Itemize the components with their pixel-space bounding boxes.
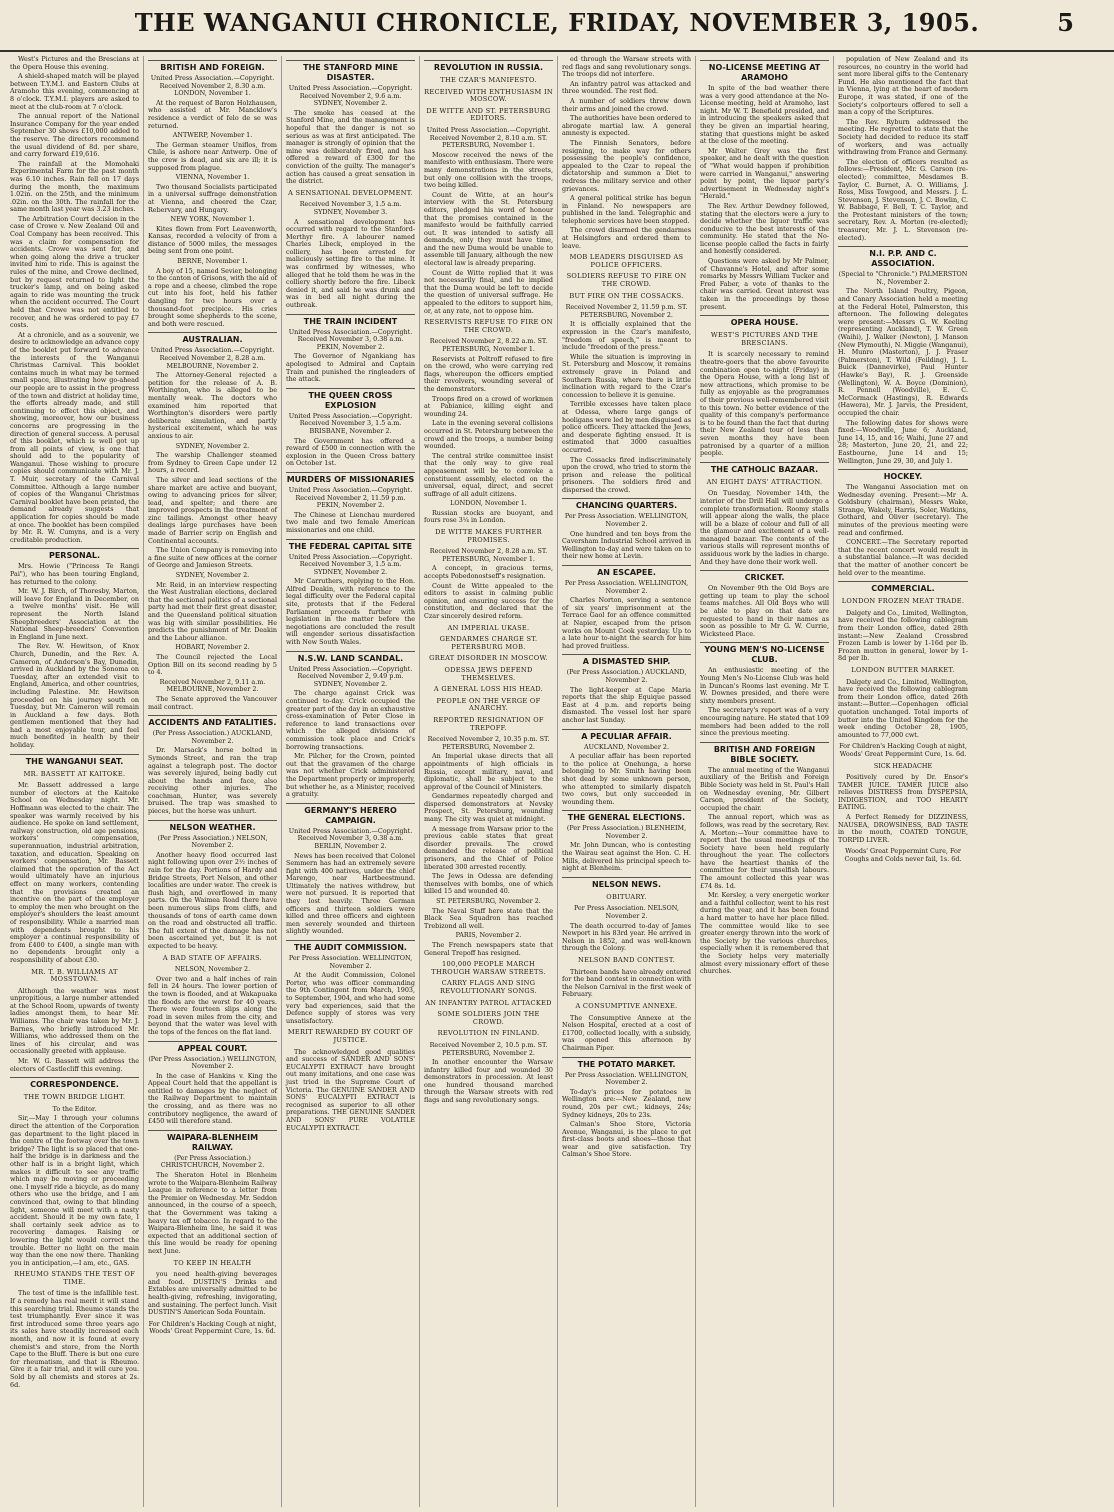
article-paragraph: Although the weather was most unpropitious, a large number attended at the School Room, upwards of twenty ladies amongst them, to hear Mr. Williams. The chair was taken by Mr. J. Barnes, who briefly introduced Mr. Williams, who addressed them on the lines of his circular, and was occasionally greeted with applause. [10, 986, 139, 1056]
advertisement: For Children's Hacking Cough at night, Woods' Great Peppermint Cure, 1s. 6d. [839, 742, 967, 758]
article-paragraph: The Cossacks fired indiscriminately upon the crowd, who tried to storm the prison and release the political prisoners. The soldiers fired and dispersed the crowd. [562, 455, 691, 494]
article-paragraph: To-day's prices for potatoes in Wellington are:—New Zealand, new round, 20s per cwt.; kidneys, 24s; Sydney kidneys, 20s to 23s. [562, 1087, 691, 1119]
newspaper-title: THE WANGANUI CHRONICLE, FRIDAY, NOVEMBER 3, 1905. [134, 8, 980, 37]
article-paragraph: Mr Carruthers, replying to the Hon. Alfred Deakin, with reference to the legal difficulty over the Federal capital site, protests that if the Federal Parliament proceeds further with legislation in the matter before the negotiations are concluded the result will engender serious dissatisfaction with New South Wales. [286, 577, 415, 647]
article-paragraph: Troops fired on a crowd of workmen at Pabianice, killing eight and wounding 24. [424, 394, 553, 418]
dateline: United Press Association.—Copyright. Received November 2, 9.6 a.m. SYDNEY, November 2. [288, 84, 413, 108]
dateline: United Press Association.—Copyright. Received November 2, 8.30 a.m. LONDON, November 1. [150, 74, 275, 98]
article-paragraph: you need health-giving beverages and food. DUSTIN'S Drinks and Extables are universally admitted to be health-giving, refreshing, invigorating, and sustaining. The perfect lunch. Visit DUSTIN'S American Soda Fountain. [148, 1270, 277, 1317]
section-heading: MURDERS OF MISSIONARIES [286, 472, 415, 485]
article-paragraph: The crowd disarmed the gendarmes at Helsingfors and ordered them to leave. [562, 226, 691, 250]
article-paragraph: The Government has offered a reward of £500 in connection with the explosion in the Queen Cross battery on October 1st. [286, 436, 415, 468]
dateline: (Special to "Chronicle.") PALMERSTON N., November 2. [838, 270, 968, 286]
article-paragraph: A general political strike has begun in Finland. No newspapers are published in the land. Telegraphic and telephonic services have been stopped. [562, 194, 691, 225]
article-paragraph: Positively cured by Dr. Ensor's TAMER JUICE. TAMER JUICE also relieves DISTRESS from DYSPEPSIA, INDIGESTION, and TOO HEARTY EATING. [838, 773, 968, 812]
subheading: NELSON BAND CONTEST. [578, 956, 675, 964]
subheading: PEOPLE ON THE VERGE OF ANARCHY. [436, 696, 541, 713]
subheading: SOME SOLDIERS JOIN THE CROWD. [437, 1010, 540, 1026]
article-paragraph: The Wanganui Association met on Wednesday evening. Present:—Mr A. Goldsbury (chairman), Messrs Wake, Strange, Wakely, Harris, Soler, Watkins, Gothard, and Oliver (secretary). The minutes of the previous meeting were read and confirmed. [838, 483, 968, 537]
section-heading: NO-LICENSE MEETING AT ARAMOHO [700, 60, 829, 83]
dateline: SYDNEY, November 2. [175, 571, 250, 580]
article-paragraph: At the Audit Commission, Colonel Porter, who was officer commanding the 9th Contingent from March, 1903, to September, 1904, and who had some very bad experiences, said that the Defence supply of stores was very unsatisfactory. [286, 971, 415, 1025]
article-paragraph: The French newspapers state that General Trepoff has resigned. [424, 940, 553, 957]
article-paragraph: The central strike committee insist that the only way to give real appeasement will be to convoke a constituent assembly, elected on the universal, equal, direct, and secret suffrage of all adult citizens. [424, 451, 553, 498]
subheading: AN IMPERIAL UKASE. [447, 623, 530, 632]
subheading: REVOLUTION IN FINLAND. [437, 1029, 540, 1038]
article-paragraph: Count de Witte, at an hour's interview with the St. Petersburg editors, pledged his word of honour that the promises contained in the manifesto would be faithfully carried out. It was intended to satisfy all demands, only they must have time, and the new Duma would be unable to assemble till January, although the new electoral law is already preparing. [424, 190, 553, 268]
subheading: A CONSUMPTIVE ANNEXE. [575, 1001, 678, 1010]
article-paragraph: A boy of 15, named Sevier, belonging to the canton of Grisons, with the aid of a rope and a cheese, climbed the rope cut into his foot, held his father dangling for two hours over a thousand-foot precipice. His cries brought some shepherds to the scene, and both were rescued. [148, 266, 277, 328]
section-heading: HOCKEY. [838, 469, 968, 482]
article-paragraph: The Union Company is removing into a fine suite of new offices at the corner of George and Jamieson Streets. [148, 546, 277, 570]
column-7 [834, 56, 972, 1507]
section-heading: THE CATHOLIC BAZAAR. [700, 462, 829, 475]
section-heading: THE POTATO MARKET. [562, 1057, 691, 1070]
section-heading: ACCIDENTS AND FATALITIES. [148, 715, 277, 728]
section-heading: THE TRAIN INCIDENT [286, 314, 415, 327]
article-paragraph: Two thousand Socialists participated in a universal suffrage demonstration at Vienna, and cheered the Czar, Rebervary, and Hungary. [148, 182, 277, 214]
dateline: Per Press Association. WELLINGTON, November 2. [564, 579, 689, 595]
article-paragraph: Thirteen bands have already entered for the band contest in connection with the Nelson Carnival in the first week of February. [562, 967, 691, 999]
advertisement: Woods' Great Peppermint Cure, For Coughs and Colds never fail, 1s. 6d. [844, 847, 962, 864]
dateline: Per Press Association. NELSON, November 2. [573, 904, 680, 921]
subheading: MOB LEADERS DISGUISED AS POLICE OFFICERS. [569, 253, 684, 269]
dateline: United Press Association.—Copyright. Received November 3, 0.38 a.m. BERLIN, November 2. [288, 826, 413, 850]
dateline: LONDON, November 1. [450, 499, 527, 508]
subheading: LONDON BUTTER MARKET. [851, 665, 955, 674]
article-paragraph: A Perfect Remedy for DIZZINESS, NAUSEA, DROWSINESS, BAD TASTE in the mouth, COATED TONGUE, TORPID LIVER. [838, 813, 968, 844]
dateline: NELSON, November 2. [174, 965, 251, 974]
article-paragraph: The Chinese at Lienchau murdered two male and two female American missionaries and one child. [286, 510, 415, 534]
dateline: Per Press Association. WELLINGTON, November 2. [288, 954, 413, 970]
article-paragraph: The Naval Staff here state that the Black Sea Squadron has reached Trebizond all well. [424, 906, 553, 930]
dateline: Received November 2, 10.5 p.m. ST. PETERSBURG, November 2. [429, 1040, 548, 1057]
section-heading: WAIPARA-BLENHEIM RAILWAY. [148, 1130, 277, 1153]
column-5 [558, 56, 696, 1507]
article-paragraph: The Finnish Senators, before resigning, to make way for others possessing the people's confidence, appealed to the Czar to repeal the dictatorship and summon a Diet to redress the military service and other grievances. [562, 138, 691, 193]
article-paragraph: The Council rejected the Local Option Bill on its second reading by 5 to 4. [148, 652, 277, 677]
dateline: VIENNA, November 1. [175, 173, 250, 182]
article-paragraph: Questions were asked by Mr Palmer, of Chavanne's Hotel, and after some remarks by Messrs William Tucker and Fred Faber, a vote of thanks to the chair was carried. Great interest was taken in the proceedings by those present. [700, 257, 829, 311]
article-paragraph: The election of officers resulted as follows:—President, Mr. G. Carson (re-elected); committee, Mesdames B. Taylor, C. Burnet, A. O. Williams, J. Ross, Miss Towgood, and Messrs. J. L. Stevenson, J. Stevenson, J. C. Bowlin, C. W. Babbage, F. Bell, T. C. Taylor, and the Protestant ministers of the town; secretary, Rev. A. Morton (re-elected); treasurer, Mr. J. L. Stevenson (re-elected). [838, 157, 968, 242]
section-heading: THE GENERAL ELECTIONS. [562, 810, 691, 823]
article-paragraph: Charles Norton, serving a sentence of six years' imprisonment at the Terrace Gaol for an offence committed at Napier, escaped from the prison works on Mount Cook yesterday. Up to a late hour to-night the search for him had proved fruitless. [562, 596, 691, 650]
page-number: 5 [1057, 8, 1074, 37]
article-paragraph: A sensational development has occurred with regard to the Stanford-Merthyr fire. A labourer named Charles Libeck, employed in the colliery, has been arrested for maliciously setting fire to the mine. It was confirmed by witnesses, who alleged that he told them he was in the colliery shortly before the fire. Libeck denied it, and said he was drunk and was in bed all night during the outbreak. [286, 217, 415, 310]
article-paragraph: Mr. Reid, in an interview respecting the West Australian elections, declared that the sectional politics of a sectional party had met their first great disaster, and the Queensland political situation was big with similar possibilities. He predicts the punishment of Mr. Deakin and the Labour alliance. [148, 580, 277, 642]
article-paragraph: On November 9th the Old Boys are getting up team to play the school teams matches. All Old Boys who will be able to play on that date are requested to hand in their names as soon as possible to Mr G. W. Currie, Wicksteed Place. [700, 584, 829, 638]
article-paragraph: Terrible excesses have taken place at Odessa, where large gangs of hooligans were led by men disguised as police officers. They attacked the Jews, and desperate fighting ensued. It is estimated that 3000 casualties occurred. [562, 400, 691, 454]
section-heading: CORRESPONDENCE. [10, 1077, 139, 1090]
article-paragraph: Moscow received the news of the manifesto with enthusiasm. There were many demonstrations in the streets, but only one collision with the troops, two being killed. [424, 150, 553, 190]
article-paragraph: Mr. Bassett addressed a large number of electors at the Kaitoke School on Wednesday night. Mr. Hoffmann was elected to the chair. The speaker was warmly received by his audience. He spoke on land settlement, railway construction, old age pensions, workers' compensation, superannuation, industrial arbitration, taxation, and education. Speaking on workers' compensation, Mr. Bassett claimed that the operation of the Act would ultimately have an injurious effect on many workers, contending that the provisions created an incentive on the part of the employer to employ the men who brought on the employer's shoulders the least amount of responsibility. While a married man with dependents brought to his employer a continual responsibility of from £400 to £400, a single man with no dependents brought only a responsibility of about £30. [10, 781, 139, 964]
article-paragraph: An enthusiastic meeting of the Young Men's No-License Club was held in Duncan's Rooms last evening. Mr T. W. Downes presided, and there were sixty members present. [700, 666, 829, 705]
section-heading: BRITISH AND FOREIGN BIBLE SOCIETY. [700, 742, 829, 765]
article-paragraph: ed through the Warsaw streets with red flags and sang revolutionary songs. The troops did not interfere. [562, 56, 691, 79]
section-heading: THE FEDERAL CAPITAL SITE [286, 539, 415, 552]
article-paragraph: One hundred and ten boys from the Caversham Industrial School arrived in Wellington to-day and were taken on to their new home at Levin. [562, 529, 691, 561]
section-heading: GERMANY'S HERERO CAMPAIGN. [286, 803, 415, 826]
subheading: A GENERAL LOSS HIS HEAD. [433, 685, 544, 694]
subheading: A SENSATIONAL DEVELOPMENT. [288, 188, 413, 197]
dateline: Received November 2, 9.11 a.m. MELBOURNE, November 2. [159, 677, 266, 694]
article-paragraph: Mr. W. J. Birch, of Thoresby, Marton, will leave for England in December, on a twelve months' visit. He will represent the North Island Sheepbreeders' Association at the National Sheep-breeders' Convention in England in June next. [10, 587, 139, 641]
article-paragraph: The Rev. Ryburn addressed the meeting. He regretted to state that the Society had decided to reduce its staff of workers, and was actually withdrawing from France and Germany. [838, 117, 968, 157]
section-heading: OPERA HOUSE. [700, 315, 829, 328]
article-paragraph: At the request of Baron Holzhausen, who assisted at Mr. Mancklow's residence a verdict of felo de se was returned. [148, 98, 277, 130]
section-heading: REVOLUTION IN RUSSIA. [424, 60, 553, 73]
article-paragraph: A number of soldiers threw down their arms and joined the crowd. [562, 96, 691, 113]
article-paragraph: A peculiar affair has been reported to the police at Onehunga, a horse belonging to Mr. Smith having been shot dead by some unknown person, who attempted to similarly dispatch two cows, but only succeeded in wounding them. [562, 752, 691, 806]
article-paragraph: At a chronicle, and as a souvenir, we desire to acknowledge an advance copy of the booklet put forward to advance the interests of the Wanganui Christmas Carnival. This booklet contains much in what may be termed small space, illustrating how go-ahead our people are to assist in the progress of the town and district at holiday time, the efforts already made, and still continuing to effect this object, and showing, moreover, how our business concerns are progressing in the direction of general success. A perusal of this booklet, which is well got up from all points of view, is one that should add to the popularity of Wanganui. Those wishing to procure copies should communicate with Mr. J. T. Muir, secretary of the Carnival Committee. Although a large number of copies of the Wanganui Christmas Carnival booklet have been printed, the demand already suggests that application for copies should be made at once. The booklet has been compiled by Mr. R. W. Cumyns, and is a very creditable production. [10, 330, 139, 544]
section-heading: A DISMASTED SHIP. [562, 654, 691, 667]
article-paragraph: Mr. John Duncan, who is contesting the Wairau seat against the Hon. C. H. Mills, delivered his principal speech to-night at Blenheim. [562, 841, 691, 873]
article-paragraph: The silver and lead sections of the share market are active and buoyant, owing to advancing prices for silver, lead, and spelter; and there are improved prospects in the treatment of zinc tailings. Amongst other heavy dealings large purchases have been made of Barrier scrip on English and Continental accounts. [148, 475, 277, 545]
section-heading: NELSON NEWS. [562, 877, 691, 890]
article-paragraph: The Rev. Arthur Dewdney followed, stating that the electors were a jury to decide whether the liquor traffic was conducive to the best interests of the community. He stated that the No-license people called the facts in fairly and honestly considered. [700, 201, 829, 256]
article-paragraph: The Consumptive Annexe at the Nelson Hospital, erected at a cost of £1700, collected locally, with a subsidy, was opened this afternoon by Chairman Piper. [562, 1013, 691, 1052]
article-paragraph: While the situation is improving in St. Petersburg and Moscow, it remains extremely grave in Poland and Southern Russia, where there is little inclination with regard to the Czar's concession to believe it is genuine. [562, 352, 691, 399]
column-4 [420, 56, 558, 1507]
subheading: TO KEEP IN HEALTH [173, 1258, 252, 1267]
column-3 [282, 56, 420, 1507]
article-paragraph: Russian stocks are buoyant, and fours rose 3¼ in London. [424, 508, 553, 525]
section-heading: A PECULIAR AFFAIR. [562, 729, 691, 742]
article-paragraph: The acknowledged good qualities and success of SANDER AND SONS' EUCALYPTI EXTRACT have brought out many imitations, and one case was just tried in the Supreme Court of Victoria. The GENUINE SANDER AND SONS' EUCALYPTI EXTRACT is recognised as superior to all other preparations. THE GENUINE SANDER AND SONS' PURE VOLATILE EUCALYPTI EXTRACT. [286, 1047, 415, 1132]
subheading: GREAT DISORDER IN MOSCOW. [429, 654, 548, 663]
section-heading: THE WANGANUI SEAT. [10, 754, 139, 767]
newspaper-columns [0, 52, 1114, 1507]
section-heading: THE STANFORD MINE DISASTER. [286, 60, 415, 83]
dateline: AUCKLAND, November 2. [583, 742, 670, 751]
dateline: United Press Association.—Copyright. Received November 2, 8.28 a.m. MELBOURNE, November 2. [150, 346, 275, 370]
article-paragraph: Count de Witte replied that it was not necessarily final, and he implied that the Duma would be left to decide the question of universal suffrage. He appealed to the editors to support him, or, at any rate, not to oppose him. [424, 268, 553, 315]
subheading: AN INFANTRY PATROL ATTACKED [425, 998, 552, 1007]
article-paragraph: The Jews in Odessa are defending themselves with bombs, one of which killed 15 and wounded 40. [424, 872, 553, 896]
article-paragraph: The Rev. W. Hewitson, of Knox Church, Dunedin, and the Rev. A. Cameron, of Anderson's Bay, Dunedin, arrived in Auckland by the Sonoma on Tuesday, after an extended visit to England, America, and other countries, including Palestine. Mr. Hewitson proceeded on his journey south on Tuesday, but Mr. Cameron will remain in Auckland a few days. Both gentlemen mentioned that they had had a most enjoyable tour, and feel much benefited in health by their holiday. [10, 642, 139, 750]
section-heading: THE AUDIT COMMISSION. [286, 940, 415, 953]
section-heading: THE QUEEN CROSS EXPLOSION [286, 388, 415, 411]
article-paragraph: Calman's Shoe Store, Victoria Avenue, Wanganui, is the place to get first-class boots and shoes—those that wear and give satisfaction. Try Calman's Shoe Store. [562, 1120, 691, 1159]
article-paragraph: In another encounter the Warsaw infantry killed four and wounded 30 demonstrators in procession. At least one hundred thousand marched through the Warsaw streets with red flags and sang revolutionary songs. [424, 1058, 553, 1105]
column-6 [696, 56, 834, 1507]
article-paragraph: A shield-shaped match will be played between T.Y.M.I. and Eastern Clubs at Aramoho this evening, commencing at 8 o'clock. T.Y.M.I. players are asked to meet at the club-room at 7 o'clock. [10, 72, 139, 111]
article-paragraph: The Attorney-General rejected a petition for the release of A. B. Worthington, who is alleged to be mentally weak. The doctors who examined him reported that Worthington's disorders were partly deliberate simulation, and partly hysterical excitement, which he was anxious to air. [148, 371, 277, 440]
dateline: ANTWERP, November 1. [172, 131, 253, 140]
dateline: Received November 3, 1.5 a.m. SYDNEY, November 3. [299, 200, 402, 216]
article-paragraph: Dalgety and Co., Limited, Wellington, have received the following cablegram from their London office, dated 28th instant:—New Zealand Crossbred Frozen Lamb is lower by 1-16d per lb. Frozen mutton in general, lower by 1-8d per lb. [838, 608, 968, 663]
subheading: ODESSA JEWS DEFEND THEMSELVES. [444, 665, 533, 682]
subheading: RESERVISTS REFUSE TO FIRE ON THE CROWD. [424, 318, 553, 334]
article-paragraph: In spite of the bad weather there was a very good attendance at the No-License meeting, held at Aramoho, last night. Mr W. T. Benefield presided, and in introducing the speakers asked that they be given an impartial hearing, stating that questions might be asked at the close of the meeting. [700, 84, 829, 146]
subheading: OBITUARY. [606, 892, 647, 901]
article-paragraph: In the case of Hankins v. King the Appeal Court held that the appellant is entitled to damages by the neglect of the Railway Department to maintain the crossing, and as there was no contributory negligence, the award of £450 will therefore stand. [148, 1071, 277, 1126]
subheading: RECEIVED WITH ENTHUSIASM IN MOSCOW. [424, 87, 553, 104]
article-paragraph: The authorities have been ordered to abrogate martial law. A general amnesty is expected. [562, 114, 691, 138]
article-paragraph: The German steamer Uniflos, from Chile, is ashore near Antwerp. One of the crew is dead, and six are ill; it is supposed from plague. [148, 140, 277, 172]
section-heading: AN ESCAPEE. [562, 565, 691, 578]
article-paragraph: On Tuesday, November 14th, the interior of the Drill Hall will undergo a complete transformation. Roomy stalls will appear along the walls, the place will be a blaze of colour and full of all the glamour and excitement of a well-managed bazaar. The contents of the various stalls will represent months of assiduous work by the ladies in charge. And they have done their work well. [700, 489, 829, 566]
article-paragraph: The Governor of Ngankiang has apologised to Admiral and Captain Train and punished the ringleaders of the attack. [286, 352, 415, 384]
dateline: (Per Press Association.) BLENHEIM, November 2. [566, 824, 687, 840]
article-paragraph: Mr Walter Grey was the first speaker, and he dealt with the question of "What would happen if prohibition were carried in Wanganui," answering point by point, the liquor party's advertisement in Wednesday night's "Herald." [700, 146, 829, 201]
article-paragraph: The Sheraton Hotel in Blenheim wrote to the Waipara-Blenheim Railway League in reference to a letter from the Premier on Wednesday. Mr. Seddon announced, in the course of a speech, that the Government was taking a heavy tax off tobacco. In regard to the Waipara-Blenheim line, he said it was expected that an additional section of this line would be ready for opening next June. [148, 1171, 277, 1255]
article-paragraph: A message from Warsaw prior to the previous cable states that great disorder prevails. The crowd demanded the release of political prisoners, and the Chief of Police liberated 300 arrested recently. [424, 824, 553, 871]
article-paragraph: News has been received that Colonel Semmern has had an extremely severe fight with 400 natives, under the chief Marengo, near Hartbeestmund. Ultimately the natives withdrew, but were not pursued. It is reported that they lost heavily. Three German officers and thirteen soldiers were killed and three officers and eighteen men severely wounded and thirteen slightly wounded. [286, 851, 415, 936]
dateline: United Press Association.—Copyright. Received November 3, 1.5 a.m. SYDNEY, November 2. [288, 552, 413, 576]
article-paragraph: The annual meeting of the Wanganui auxiliary of the British and Foreign Bible Society was held in St. Paul's Hall on Wednesday evening, Mr. Gilbert Carson, president of the Society, occupied the chair. [700, 765, 829, 812]
article-paragraph: The death occurred to-day of James Newport in his 83rd year. He arrived in Nelson in 1852, and was well-known through the Colony. [562, 921, 691, 953]
article-paragraph: The secretary's report was of a very encouraging nature. He stated that 109 members had been added to the roll since the previous meeting. [700, 706, 829, 738]
article-paragraph: West's Pictures and the Brescians at the Opera House this evening. [10, 56, 139, 71]
article-paragraph: The light-keeper at Cape Maria reports that the ship Equique passed East at 4 p.m. and reports being dismasted. The vessel lost her spare anchor last Sunday. [562, 685, 691, 724]
article-paragraph: Over two and a half inches of rain fell in 24 hours. The lower portion of the town is flooded, and at Wakapuaka the floods are the worst for 40 years. There were fourteen slips along the road in seven miles from the city, and beyond that the water was level with the tops of the fences on the flat land. [148, 974, 277, 1036]
section-heading: CHANCING QUARTERS. [562, 498, 691, 511]
article-paragraph: A concept, in gracious terms, accepts Pobedonostseff's resignation. [424, 564, 553, 581]
subheading: SOLDIERS REFUSE TO FIRE ON THE CROWD. [566, 272, 687, 289]
subheading: AN EIGHT DAYS' ATTRACTION. [706, 477, 823, 486]
article-paragraph: The Senate approved the Vancouver mail contract. [148, 694, 277, 711]
advertisement: SICK HEADACHE [873, 761, 933, 770]
section-heading: NELSON WEATHER. [148, 820, 277, 833]
article-paragraph: It is scarcely necessary to remind theatre-goers that the above favourite combination open to-night (Friday) in the Opera House, with a long list of new attractions, which promise to be fully as enjoyable as the programmes of their previous well-remembered visit to this town. No better evidence of the quality of this company's performance is to be found than the fact that during their New Zealand tour of less than seven months they have been patronised by a quarter of a million people. [700, 350, 829, 458]
dateline: United Press Association.—Copyright. Received November 3, 1.5 a.m. BRISBANE, November 2. [288, 411, 413, 435]
subheading: THE TOWN BRIDGE LIGHT. [23, 1093, 126, 1102]
article-paragraph: The test of time is the infallible test. If a remedy has real merit it will stand this searching trial. Rheumo stands the test triumphantly. Ever since it was first introduced some three years ago its sales have steadily increased each month, and now it is found at every chemist's and store, from the North Cape to the Bluff. There is but one cure for rheumatism, and that is Rheumo. Give it a fair trial, and it will cure you. Sold by all chemists and stores at 2s. 6d. [10, 1289, 139, 1389]
article-paragraph: The Arbitration Court decision in the case of Crowe v. New Zealand Oil and Coal Company has been received. This was a claim for compensation for accidents. Crowe was sent for, and when going along the drive a trucker invited him to ride. This is against the rules of the mine, and Crowe declined, but by request returned to light the trucker's lamp, and on being asked again to ride was mounting the truck when the accident occurred. The Court held that Crowe was not entitled to recover, and he was ordered to pay £7 costs. [10, 214, 139, 330]
article-paragraph: Mr. W. G. Bassett will address the electors of Castlecliff this evening. [10, 1057, 139, 1073]
dateline: To the Editor. [52, 1104, 97, 1113]
dateline: (Per Press Association.) AUCKLAND, November 2. [566, 668, 687, 684]
article-paragraph: Dalgety and Co., Limited, Wellington, have received the following cablegram from their London office, dated 26th instant:—Butter.—Copenhagen official quotation unchanged. Total imports of butter into the United Kingdom for the week ending October 28, 1905, amounted to 77,000 cwt. [838, 677, 968, 739]
section-heading: YOUNG MEN'S NO-LICENSE CLUB. [700, 642, 829, 665]
article-paragraph: The annual report, which was as follows, was read by the secretary, Rev. A. Morton:—Your committee have to report that the usual meetings of the Society have been held regularly throughout the year. The collectors have the heartiest thanks of the committee for their unselfish labours. The amount collected this year was £74 8s. 1d. [700, 813, 829, 890]
subheading: A BAD STATE OF AFFAIRS. [162, 953, 263, 962]
article-paragraph: Kites flown from Fort Leavenworth, Kansas, recorded a velocity of from a distance of 5000 miles, the messages being sent from one point. [148, 224, 277, 256]
subheading: GENDARMES CHARGE ST. PETERSBURG MOB. [439, 635, 538, 651]
dateline: (Per Press Association.) WELLINGTON, November 2. [148, 1054, 277, 1071]
column-1 [6, 56, 144, 1507]
dateline: (Per Press Association.) NELSON, November 2. [157, 833, 268, 850]
dateline: United Press Association.—Copyright. Received November 2, 11.59 p.m. PEKIN, November 2. [288, 485, 413, 510]
section-heading: AUSTRALIAN. [148, 332, 277, 345]
subheading: REPORTED RESIGNATION OF TREPOFF. [433, 715, 544, 732]
dateline: Received November 2, 8.22 a.m. ST. PETERSBURG, November 1. [429, 337, 548, 353]
section-heading: BRITISH AND FOREIGN. [148, 60, 277, 73]
subheading: DE WITTE MAKES FURTHER PROMISES. [435, 528, 542, 544]
section-heading: APPEAL COURT. [148, 1041, 277, 1054]
subheading: CARRY FLAGS AND SING REVOLUTIONARY SONGS. [440, 979, 537, 995]
article-paragraph: The following dates for shows were fixed:—Woodville, June 6; Auckland, June 14, 15, and 16; Waihi, June 27 and 28; Masterton, June 20, 21, and 22; Eastbourne, June 14 and 15; Wellington, June 29, 30, and July 1. [838, 418, 968, 465]
dateline: NEW YORK, November 1. [170, 215, 255, 224]
article-paragraph: population of New Zealand and its resources, no country in the world had sent more liberal gifts to the Centenary Fund. He also mentioned the fact that in Vienna, lying at the heart of modern Europe, it was stated, if one of the Society's colporteurs offered to sell a man a copy of the Scriptures. [838, 56, 968, 117]
subheading: MR. BASSETT AT KAITOKE. [23, 769, 126, 778]
subheading: WEST'S PICTURES AND THE BRESCIANS. [710, 331, 819, 347]
article-paragraph: The rainfall at the Momohaki Experimental Farm for the past month was 6.10 inches. Rain fell on 17 days during the month, the maximum 1.02in. on the 25th, and the minimum .02in. on the 30th. The rainfall for the same month last year was 3.23 inches. [10, 159, 139, 214]
dateline: Received November 2, 10.35 p.m. ST. PETERSBURG, November 2. [427, 735, 550, 751]
article-paragraph: The North Island Poultry, Pigeon, and Canary Association held a meeting at the Federal Hotel, Palmerston, this afternoon. The following delegates were present:—Messrs G. W. Keeling (representing Auckland), T. W. Green (Waihi), J. Walker (Newton), J. Manson (New Plymouth), N. Miggie (Wanganui), H. Munro (Masterton), J. J. Fraser (Palmerston), T. Wild (Feilding), J. L. Buick (Dannevirke), Paul Hunter (Hawke's Bay), R. J. Greenside (Wellington), W. A. Boyce (Dominion), R. Pennell (Woodville), E. C. McCormack (Hastings), R. Edwards (Hawera), Mr. J. Jarvis, the President, occupied the chair. [838, 287, 968, 417]
dateline: HOBART, November 2. [175, 643, 250, 652]
article-paragraph: Sir,—May I through your columns direct the attention of the Corporation gas department to the light placed in the centre of the footway over the town bridge? The light is so placed that one-half the bridge is in darkness and the other half is in a bright light, which makes it difficult to see any traffic which may be moving or proceeding one. I myself ride a bicycle, as do many others who use the bridge, and I am convinced that, owing to that blinding light, someone will meet with a nasty accident. Should it be my own fate, I shall certainly seek advice as to recovering damages. Raising or lowering the light would correct the trouble. Better no light on the main way than the one now there. Thanking you in anticipation,—I am, etc., GAS. [10, 1114, 139, 1267]
article-paragraph: Mr. Pilcher, for the Crown, pointed out that the gravamen of the charge was not whether Crick administered the Department properly or improperly, but whether he, as a Minister, received a gratuity. [286, 752, 415, 799]
masthead [0, 0, 1114, 52]
column-2 [144, 56, 282, 1507]
article-paragraph: An infantry patrol was attacked and three wounded. The rest fled. [562, 79, 691, 96]
dateline: Received November 2, 8.28 a.m. ST. PETERSBURG, November 1. [429, 547, 548, 563]
article-paragraph: Count de Witte appealed to the editors to assist in calming public opinion, and ensuring success for the constitution, and declared that the Czar sincerely desired reform. [424, 581, 553, 620]
subheading: 100,000 PEOPLE MARCH THROUGH WARSAW STREETS. [431, 960, 546, 976]
article-paragraph: Another heavy flood occurred last night following upon over 2½ inches of rain for the day. Portions of Hardy and Bridge Streets, Port Nelson, and other localities are under water. The creek is flush high, and overflowed in many parts. On the Waimea Road there have been numerous slips from cliffs, and thousands of tons of earth came down on the road and obstructed all traffic. The full extent of the damage has not been ascertained yet, but it is not expected to be heavy. [148, 850, 277, 950]
subheading: DE WITTE AND ST. PETERSBURG EDITORS. [426, 106, 551, 123]
dateline: Per Press Association. WELLINGTON, November 2. [564, 1070, 689, 1087]
section-heading: N.I. P.P. AND C. ASSOCIATION. [838, 246, 968, 269]
article-paragraph: The charge against Crick was continued to-day. Crick occupied the greater part of the day in an exhaustive cross-examination of Peter Close in reference to land transactions over which the alleged divisions of commission took place and Crick's borrowing transactions. [286, 689, 415, 751]
subheading: RHEUMO STANDS THE TEST OF TIME. [13, 1270, 136, 1286]
dateline: (Per Press Association.) AUCKLAND, November 2. [152, 729, 273, 745]
dateline: PARIS, November 2. [455, 931, 522, 940]
dateline: Received November 2, 11.59 p.m. ST. PETERSBURG, November 2. [565, 303, 688, 319]
section-heading: N.S.W. LAND SCANDAL. [286, 651, 415, 664]
article-paragraph: Dr. Marsack's horse bolted in Symonds Street, and ran the trap against a telegraph post. The doctor was severely injured, being badly cut about the hands and face, also receiving other injuries. The coachman, Hunter, was severely bruised. The trap was smashed to pieces, but the horse was unhurt. [148, 746, 277, 816]
article-paragraph: Reservists at Poltroff refused to fire on the crowd, who were carrying red flags, whereupon the officers emptied their revolvers, wounding several of the demonstrators. [424, 354, 553, 393]
article-paragraph: Mrs. Howie ("Princess Te Rangi Pai"), who has been touring England, has returned to the colony. [10, 562, 139, 586]
dateline: United Press Association.—Copyright. Received November 3, 0.38 a.m. PEKIN, November 2. [288, 327, 413, 351]
article-paragraph: The warship Challenger steamed from Sydney to Green Cape under 12 hours, a record. [148, 451, 277, 475]
section-heading: COMMERCIAL. [838, 581, 968, 594]
article-paragraph: CONCERT.—The Secretary reported that the recent concert would result in a substantial balance.—It was decided that the matter of another concert be held over to the meantime. [838, 538, 968, 577]
article-paragraph: The smoke has ceased at the Stanford Mine, and the management is hopeful that the danger is not so serious as was at first anticipated. The manager is strongly of opinion that the mine was deliberately fired, and has offered a reward of £300 for the conviction of the guilty. The manager's action has caused a great sensation in the district. [286, 108, 415, 186]
article-paragraph: Mr. Kersley, a very energetic worker and a faithful collector, went to his rest during the year, and it has been found a hard matter to have her place filled. The committee would like to see greater energy thrown into the work of the Society by the various churches, especially when it is remembered that the Society helps very materially almost every missionary effort of these churches. [700, 891, 829, 976]
dateline: United Press Association.—Copyright. Received November 2, 9.49 p.m. SYDNEY, November 2. [288, 664, 413, 688]
advertisement: For Children's Hacking Cough at night, Woods' Great Peppermint Cure, 1s. 6d. [148, 1319, 277, 1336]
article-paragraph: It is officially explained that the expression in the Czar's manifesto, "freedom of speech," is meant to include "freedom of the press." [562, 320, 691, 352]
subheading: MR. T. B. WILLIAMS AT MOSSTOWN. [31, 967, 118, 984]
dateline: ST. PETERSBURG, November 2. [436, 897, 541, 905]
dateline: United Press Association.—Copyright. Received November 2, 8.10 a.m. ST. PETERSBURG, November 1. [426, 125, 551, 150]
article-paragraph: The annual report of the National Insurance Company for the year ended September 30 shows £10,000 added to the reserve. The directors recommend the usual dividend of 8d. per share, and carry forward £19,616. [10, 112, 139, 159]
subheading: LONDON FROZEN MEAT TRADE. [841, 597, 965, 606]
article-paragraph: Gendarmes repeatedly charged and dispersed demonstrators at Nevsky Prospect, St. Petersburg, wounding many. The city was quiet at midnight. [424, 792, 553, 824]
dateline: Per Press Association. WELLINGTON, November 2. [564, 512, 689, 529]
dateline: SYDNEY, November 2. [175, 441, 250, 450]
subheading: BUT FIRE ON THE COSSACKS. [569, 291, 684, 300]
article-paragraph: Late in the evening several collisions occurred in St. Petersburg between the crowd and the troops, a number being wounded. [424, 419, 553, 451]
subheading: MERIT REWARDED BY COURT OF JUSTICE. [287, 1028, 414, 1044]
article-paragraph: An Imperial ukase directs that all appointments of high officials in Russia, except military, naval, and diplomatic, shall be subject to the approval of the Council of Ministers. [424, 752, 553, 791]
subheading: THE CZAR'S MANIFESTO. [440, 76, 537, 84]
dateline: (Per Press Association.) CHRISTCHURCH, November 2. [160, 1153, 265, 1170]
section-heading: CRICKET. [700, 570, 829, 583]
section-heading: PERSONAL. [10, 548, 139, 561]
dateline: BERNE, November 1. [177, 257, 248, 266]
